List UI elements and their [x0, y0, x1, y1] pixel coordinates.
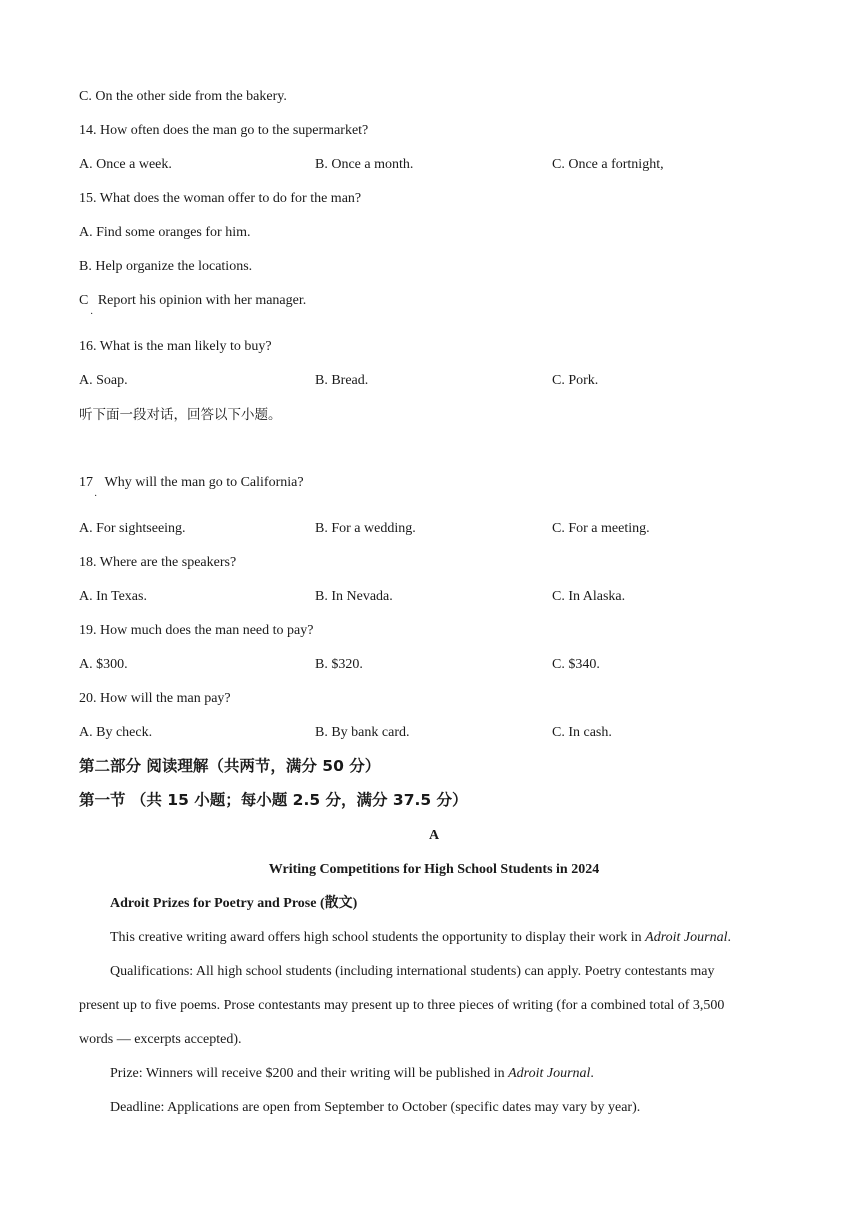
option-b: B. By bank card. [315, 725, 410, 740]
prize-line [110, 1065, 594, 1083]
question-15: 15. What does the woman offer to do for the man? [79, 191, 362, 206]
paragraph-1-text: This creative writing award offers high school students the opportunity to display their work in [110, 930, 646, 945]
journal-name: Adroit Journal [508, 1066, 591, 1081]
question-19-options [79, 656, 799, 674]
prize-text: Prize: Winners will receive $200 and their writing will be published in [110, 1066, 509, 1081]
question-18-options [79, 588, 799, 606]
paragraph-1-end: . [727, 930, 731, 945]
passage-subtitle: Adroit Prizes for Poetry and Prose (散文) [110, 896, 358, 911]
option-c: C. In cash. [552, 725, 612, 740]
question-14-options [79, 156, 799, 174]
option-a: A. For sightseeing. [79, 521, 186, 536]
option-15a: A. Find some oranges for him. [79, 225, 251, 240]
stray-dot: · [94, 491, 98, 502]
option-15c [79, 292, 306, 310]
option-a: A. $300. [79, 657, 128, 672]
question-16-options [79, 372, 799, 390]
option-c: C. In Alaska. [552, 589, 626, 604]
option-b: B. Bread. [315, 373, 369, 388]
question-17-text: Why will the man go to California? [104, 475, 304, 490]
prize-end: . [590, 1066, 594, 1081]
stray-dot: · [90, 309, 94, 320]
question-20-options [79, 724, 799, 742]
question-18: 18. Where are the speakers? [79, 555, 237, 570]
option-b: B. $320. [315, 657, 363, 672]
journal-name: Adroit Journal [645, 930, 728, 945]
option-13c: C. On the other side from the bakery. [79, 89, 287, 104]
option-15b: B. Help organize the locations. [79, 259, 253, 274]
option-b: B. For a wedding. [315, 521, 416, 536]
option-a: A. Once a week. [79, 157, 172, 172]
question-17-options [79, 520, 799, 538]
option-c: C. For a meeting. [552, 521, 650, 536]
qualifications-line-1: Qualifications: All high school students (including international students) can apply. Poetry contestants may [110, 964, 715, 979]
question-16: 16. What is the man likely to buy? [79, 339, 272, 354]
option-15c-text: Report his opinion with her manager. [97, 293, 307, 308]
option-c: C. $340. [552, 657, 600, 672]
deadline-line: Deadline: Applications are open from September to October (specific dates may vary by year). [110, 1100, 641, 1115]
option-b: B. Once a month. [315, 157, 414, 172]
question-17-number: 17 [79, 475, 93, 490]
question-19: 19. How much does the man need to pay? [79, 623, 314, 638]
option-a: A. In Texas. [79, 589, 147, 604]
option-c: C. Once a fortnight, [552, 157, 664, 172]
passage-letter: A [428, 828, 440, 843]
option-c: C. Pork. [552, 373, 599, 388]
option-15c-letter: C [79, 293, 89, 308]
option-a: A. By check. [79, 725, 153, 740]
qualifications-line-2: present up to five poems. Prose contestants may present up to three pieces of writing (for a combined total of 3,500 [79, 998, 725, 1013]
passage-paragraph-1 [110, 929, 731, 947]
part2-heading: 第二部分 阅读理解（共两节，满分 50 分） [79, 757, 381, 775]
question-20: 20. How will the man pay? [79, 691, 231, 706]
section1-heading: 第一节 （共 15 小题；每小题 2.5 分，满分 37.5 分） [79, 791, 468, 809]
passage-title: Writing Competitions for High School Students in 2024 [268, 862, 600, 877]
question-14: 14. How often does the man go to the supermarket? [79, 123, 369, 138]
option-b: B. In Nevada. [315, 589, 393, 604]
option-a: A. Soap. [79, 373, 128, 388]
listening-instruction: 听下面一段对话，回答以下小题。 [79, 407, 282, 423]
qualifications-line-3: words — excerpts accepted). [79, 1032, 242, 1047]
question-17 [79, 474, 304, 492]
